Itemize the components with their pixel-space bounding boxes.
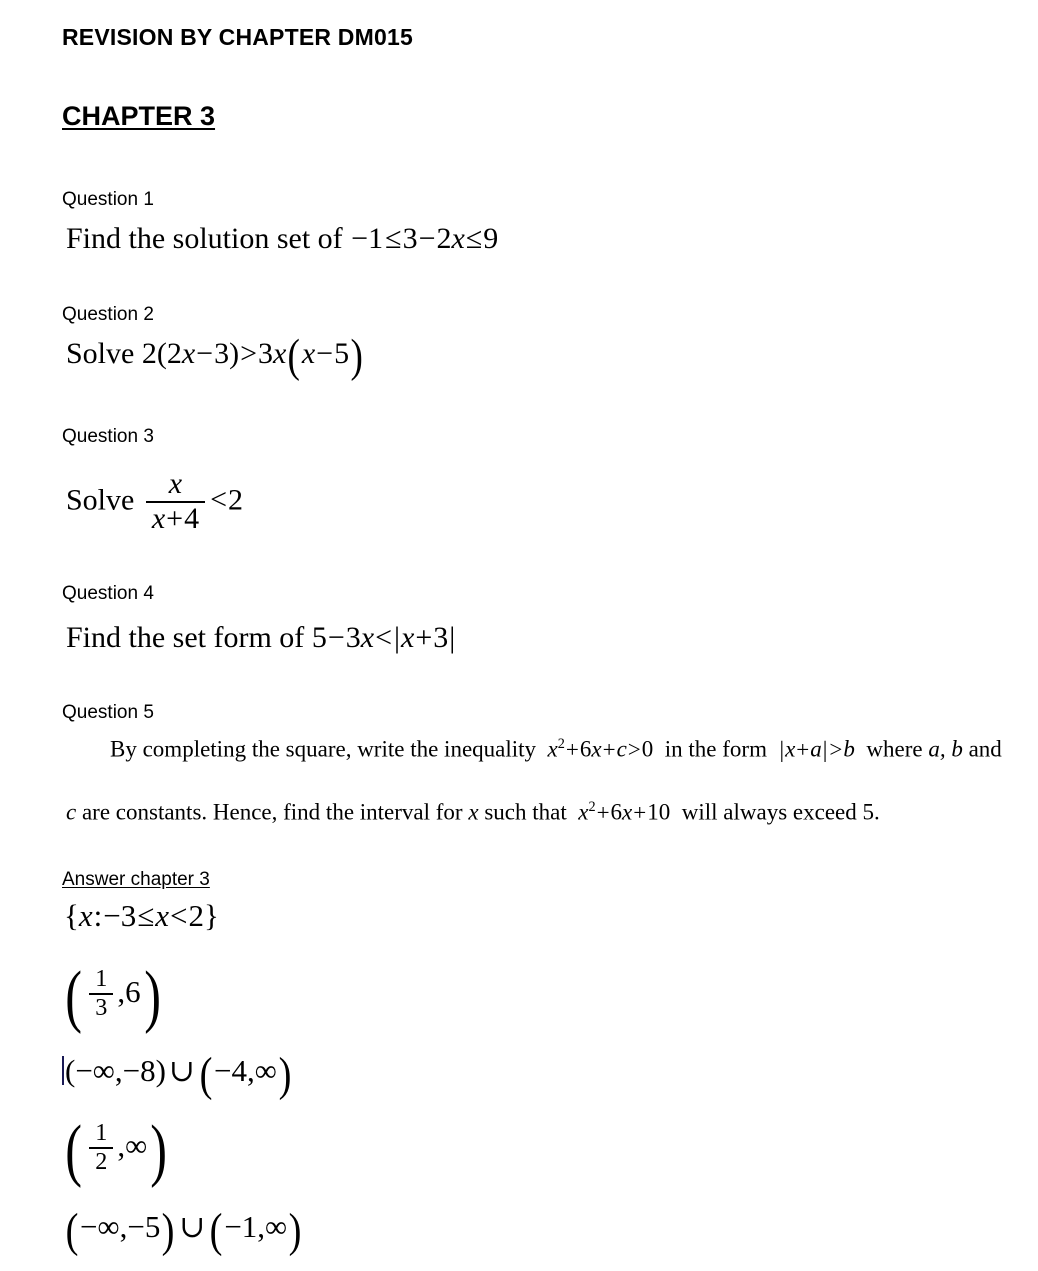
q3-fraction-denominator bbox=[146, 501, 205, 535]
q2-variable-x-1: x bbox=[181, 337, 196, 370]
q3-fraction-numerator: x bbox=[168, 467, 183, 500]
q5-line2-variable-x: x bbox=[468, 799, 479, 825]
q5-line2-prose-a: are constants. Hence, find the interval for bbox=[81, 799, 463, 825]
question-5-label: Question 5 bbox=[62, 702, 154, 723]
a1-less-than: < bbox=[170, 898, 188, 933]
a1-colon: : bbox=[93, 898, 103, 933]
a5-neg-one: −1, bbox=[224, 1209, 266, 1244]
q1-prose: Find the solution set of bbox=[66, 222, 343, 255]
q1-le-2: ≤ bbox=[465, 222, 483, 255]
answer-item-3 bbox=[62, 1048, 293, 1102]
q5-greater-than-1: > bbox=[627, 736, 641, 762]
a5-infinity: ∞ bbox=[265, 1209, 288, 1244]
q2-variable-x-3: x bbox=[301, 337, 316, 370]
answer-item-1 bbox=[64, 898, 219, 934]
q2-prose: Solve bbox=[66, 337, 135, 370]
q5-variable-a: a bbox=[810, 736, 822, 762]
q5-line2-plus-1: + bbox=[596, 799, 610, 825]
q5-zero: 0 bbox=[641, 736, 654, 762]
q1-three: 3 bbox=[402, 222, 418, 255]
q1-two: 2 bbox=[436, 222, 452, 255]
q2-three-2: 3 bbox=[258, 337, 274, 370]
question-2-expression bbox=[66, 330, 365, 382]
q4-prose: Find the set form of bbox=[66, 621, 305, 654]
a3-infinity: ∞ bbox=[254, 1053, 277, 1088]
q5-prose-a: By completing the square, write the inequality bbox=[110, 736, 537, 762]
q2-minus-1: − bbox=[196, 337, 214, 370]
document-title: REVISION BY CHAPTER DM015 bbox=[62, 24, 413, 50]
a2-fraction bbox=[89, 967, 113, 1020]
q5-variable-c: c bbox=[616, 736, 627, 762]
a1-close-brace: } bbox=[204, 898, 219, 933]
q2-minus-2: − bbox=[316, 337, 334, 370]
q4-abs-bar-left: | bbox=[393, 621, 400, 654]
question-5-line-2 bbox=[66, 799, 880, 826]
a1-neg-three: −3 bbox=[103, 898, 137, 933]
q5-variable-b: b bbox=[843, 736, 855, 762]
a1-less-equal: ≤ bbox=[137, 898, 155, 933]
q5-line2-six: 6 bbox=[610, 799, 623, 825]
question-4-expression bbox=[66, 621, 456, 655]
a3-neg-four: −4, bbox=[213, 1053, 255, 1088]
a4-fraction bbox=[89, 1121, 113, 1174]
q4-three: 3 bbox=[345, 621, 361, 654]
q5-variables-a-b: a, b bbox=[928, 736, 963, 762]
q4-abs-bar-right: | bbox=[449, 621, 456, 654]
a5-negative-infinity: −∞, bbox=[80, 1209, 128, 1244]
chapter-heading: CHAPTER 3 bbox=[62, 101, 216, 131]
q4-three-2: 3 bbox=[433, 621, 449, 654]
q5-six: 6 bbox=[579, 736, 592, 762]
q5-variable-x-1: x bbox=[547, 736, 558, 762]
q5-variable-x-2: x bbox=[591, 736, 602, 762]
a5-union-symbol: ∪ bbox=[179, 1209, 206, 1244]
a2-open-paren: ( bbox=[65, 958, 82, 1036]
q5-line2-prose-b: such that bbox=[484, 799, 567, 825]
a1-variable-x-2: x bbox=[155, 898, 170, 933]
q5-line2-prose-c: will always exceed 5. bbox=[681, 799, 880, 825]
q5-line2-variable-x-3: x bbox=[622, 799, 633, 825]
answer-item-4 bbox=[62, 1112, 170, 1190]
q5-variable-x-3: x bbox=[785, 736, 796, 762]
q2-close-paren: ) bbox=[350, 330, 364, 382]
q5-abs-bar-left: | bbox=[779, 736, 785, 762]
a4-comma: , bbox=[117, 1127, 126, 1163]
question-5-line-1 bbox=[110, 736, 1002, 763]
question-1-expression bbox=[66, 222, 498, 256]
q2-body-a: 2(2 bbox=[141, 337, 182, 370]
answer-item-2 bbox=[62, 958, 164, 1036]
a3-open-paren-2: ( bbox=[199, 1048, 213, 1102]
question-1-label: Question 1 bbox=[62, 189, 154, 210]
a4-close-paren: ) bbox=[150, 1112, 168, 1190]
a2-close-paren: ) bbox=[143, 958, 161, 1036]
q4-less-than: < bbox=[375, 621, 392, 654]
a2-fraction-numerator: 1 bbox=[95, 965, 108, 992]
a1-open-brace: { bbox=[64, 898, 79, 933]
text-cursor-artifact bbox=[62, 1056, 64, 1085]
q2-five: 5 bbox=[334, 337, 350, 370]
q5-line2-plus-2: + bbox=[633, 799, 647, 825]
a5-open-paren: ( bbox=[65, 1204, 79, 1258]
q2-variable-x-2: x bbox=[273, 337, 287, 370]
question-3-expression bbox=[66, 467, 244, 535]
a5-open-paren-2: ( bbox=[209, 1204, 223, 1258]
a4-fraction-numerator: 1 bbox=[95, 1119, 108, 1146]
a3-negative-infinity: −∞, bbox=[75, 1053, 123, 1088]
q4-variable-x-2: x bbox=[401, 621, 415, 654]
q5-abs-bar-right: | bbox=[822, 736, 828, 762]
q5-plus-3: + bbox=[796, 736, 810, 762]
q3-den-four: 4 bbox=[184, 501, 200, 535]
q5-line2-ten: 10 bbox=[647, 799, 671, 825]
a2-comma: , bbox=[117, 973, 126, 1009]
q3-less-than: < bbox=[210, 483, 228, 517]
a5-neg-five: −5 bbox=[127, 1209, 161, 1244]
q5-greater-than-2: > bbox=[829, 736, 843, 762]
q3-two: 2 bbox=[228, 483, 244, 517]
q1-variable-x: x bbox=[451, 222, 465, 255]
q4-variable-x-1: x bbox=[360, 621, 375, 654]
q5-plus-2: + bbox=[602, 736, 616, 762]
a1-two: 2 bbox=[188, 898, 205, 933]
q5-prose-c: where bbox=[866, 736, 923, 762]
q5-line2-exponent: 2 bbox=[588, 799, 596, 815]
q2-greater-than: > bbox=[240, 337, 258, 370]
a3-close-paren: ) bbox=[155, 1053, 166, 1088]
a2-fraction-denominator: 3 bbox=[89, 993, 113, 1021]
a4-infinity: ∞ bbox=[125, 1127, 148, 1163]
q4-five: 5 bbox=[311, 621, 327, 654]
q5-line2-variable-c: c bbox=[66, 799, 77, 825]
q3-fraction bbox=[146, 469, 205, 534]
q3-den-x: x bbox=[151, 501, 166, 535]
a3-open-paren: ( bbox=[65, 1053, 76, 1088]
question-3-label: Question 3 bbox=[62, 426, 154, 447]
q5-plus-1: + bbox=[565, 736, 579, 762]
q4-plus: + bbox=[415, 621, 433, 654]
a4-open-paren: ( bbox=[65, 1112, 82, 1190]
q1-neg-one: −1 bbox=[351, 222, 384, 255]
answer-item-5 bbox=[64, 1204, 303, 1258]
q1-nine: 9 bbox=[483, 222, 499, 255]
q5-prose-b: in the form bbox=[664, 736, 767, 762]
question-2-label: Question 2 bbox=[62, 304, 154, 325]
q2-open-paren: ( bbox=[287, 330, 301, 382]
a1-variable-x: x bbox=[78, 898, 93, 933]
q5-exponent-1: 2 bbox=[557, 736, 565, 752]
q2-three: 3) bbox=[214, 337, 240, 370]
a3-neg-eight: −8 bbox=[122, 1053, 156, 1088]
a2-six: 6 bbox=[125, 973, 141, 1009]
q3-prose: Solve bbox=[66, 483, 135, 517]
q3-den-plus: + bbox=[166, 501, 184, 535]
question-4-label: Question 4 bbox=[62, 583, 154, 604]
q4-minus: − bbox=[327, 621, 345, 654]
a3-union-symbol: ∪ bbox=[168, 1053, 195, 1088]
a3-close-paren-2: ) bbox=[278, 1048, 292, 1102]
q5-prose-and: and bbox=[968, 736, 1002, 762]
q1-minus: − bbox=[418, 222, 436, 255]
a5-close-paren: ) bbox=[161, 1204, 175, 1258]
q5-line2-variable-x-2: x bbox=[578, 799, 589, 825]
a4-fraction-denominator: 2 bbox=[89, 1147, 113, 1175]
q1-le-1: ≤ bbox=[385, 222, 402, 255]
answers-heading: Answer chapter 3 bbox=[62, 869, 210, 890]
a5-close-paren-2: ) bbox=[288, 1204, 302, 1258]
